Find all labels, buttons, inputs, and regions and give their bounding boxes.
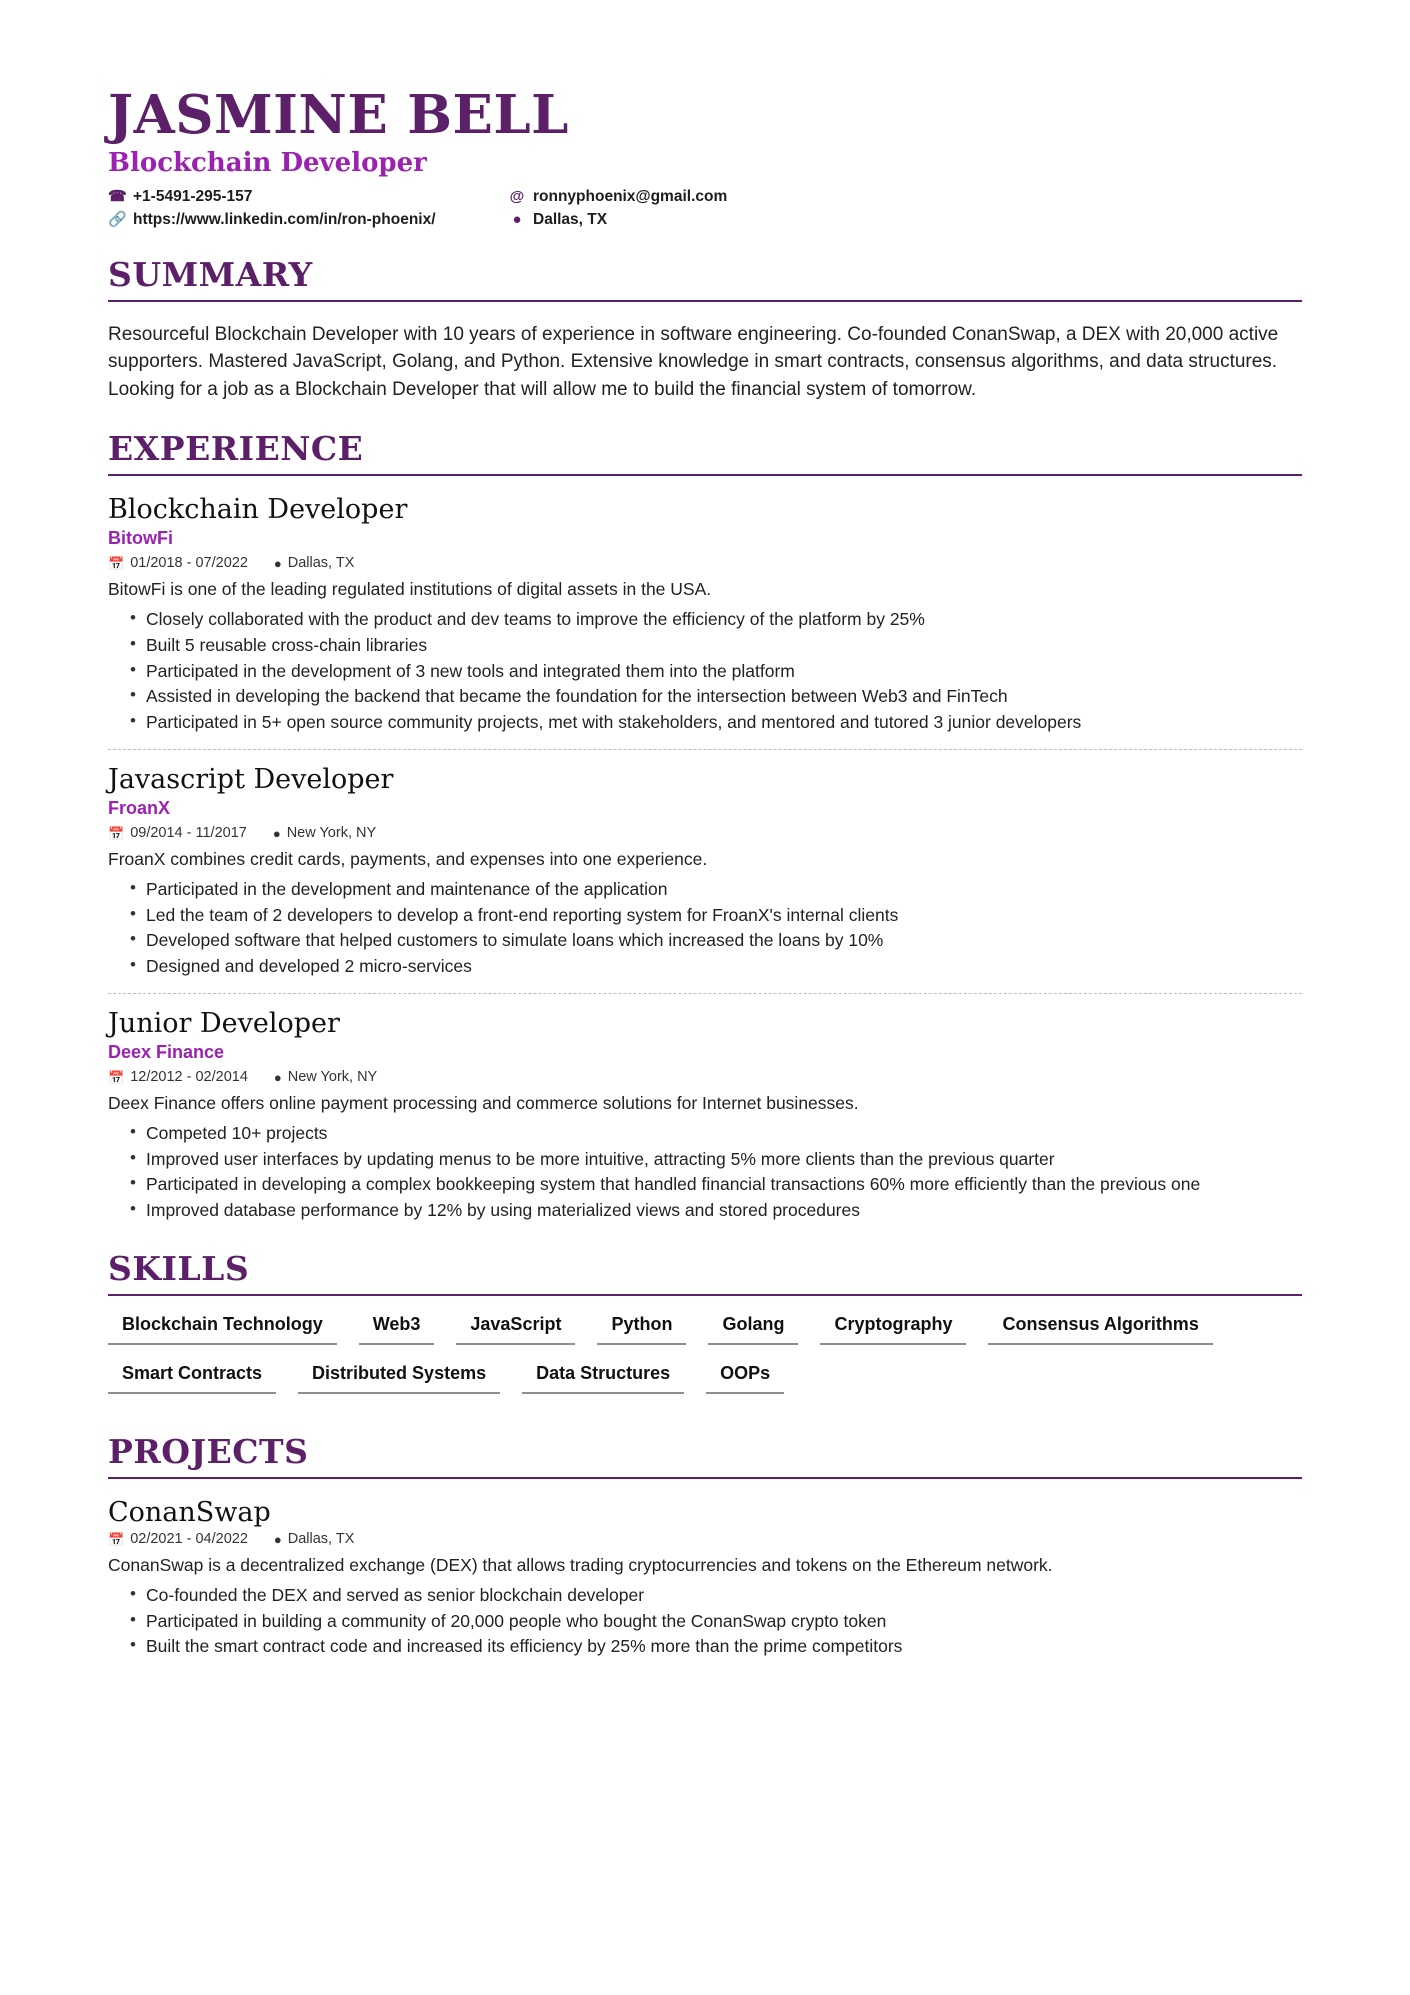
experience-dates [108, 555, 248, 571]
project-location-value: Dallas, TX [287, 1531, 355, 1548]
contact-linkedin-value: https://www.linkedin.com/in/ron-phoenix/ [133, 210, 436, 228]
list-item: • Participated in the development and maintenance of the application [130, 877, 1302, 902]
experience-location [274, 1069, 377, 1085]
experience-location-value: New York, NY [286, 825, 377, 842]
location-pin-icon: ● [273, 555, 282, 571]
skills-list [108, 1308, 1302, 1406]
contact-location-value: Dallas, TX [533, 210, 608, 228]
email-icon: @ [509, 188, 525, 206]
project-description: ConanSwap is a decentralized exchange (DEX) that allows trading cryptocurrencies and tokens on the Ethereum network. [108, 1555, 1053, 1576]
skill-chip: Data Structures [522, 1357, 684, 1394]
contact-email[interactable] [508, 188, 727, 206]
experience-role: Blockchain Developer [108, 494, 408, 526]
experience-bullets [108, 1121, 1302, 1223]
experience-description: BitowFi is one of the leading regulated institutions of digital assets in the USA. [108, 579, 712, 600]
experience-dates-value: 01/2018 - 07/2022 [130, 555, 248, 572]
experience-entry [108, 488, 1302, 735]
location-pin-icon: ● [273, 1531, 282, 1547]
location-pin-icon: ● [272, 825, 281, 841]
resume-header [108, 84, 1302, 229]
list-item: • Competed 10+ projects [130, 1121, 1302, 1146]
section-title-summary: SUMMARY [108, 254, 313, 294]
calendar-icon: 📅 [108, 1069, 125, 1085]
experience-dates [108, 1069, 248, 1085]
experience-role: Javascript Developer [108, 764, 394, 796]
location-pin-icon: ● [512, 211, 522, 229]
candidate-name: JASMINE BELL [108, 84, 569, 146]
list-item: • Developed software that helped customers to simulate loans which increased the loans by 10% [130, 928, 1302, 953]
experience-location-value: New York, NY [287, 1069, 378, 1086]
list-item: • Closely collaborated with the product and dev teams to improve the efficiency of the platform by 25% [130, 607, 1302, 632]
experience-company: BitowFi [108, 528, 173, 549]
experience-description: Deex Finance offers online payment processing and commerce solutions for Internet businesses. [108, 1093, 859, 1114]
calendar-icon: 📅 [108, 1531, 125, 1547]
project-name: ConanSwap [108, 1497, 271, 1529]
project-location [274, 1531, 354, 1547]
list-item: • Participated in 5+ open source community projects, met with stakeholders, and mentored and tutored 3 junior developers [130, 710, 1302, 735]
list-item: • Participated in building a community of 20,000 people who bought the ConanSwap crypto token [130, 1609, 1302, 1634]
summary-text: Resourceful Blockchain Developer with 10 years of experience in software engineering. Co-founded ConanSwap, a DEX with 20,000 active supporters. Mastered JavaScript, Golang, and Python. Extensive knowledge in smart contracts, consensus algorithms, and data structures. Looking for a job as a Blockchain Developer that will allow me to build the financial system of tomorrow. [108, 323, 1279, 400]
contact-linkedin[interactable] [108, 211, 508, 229]
contact-phone-value: +1-5491-295-157 [133, 187, 253, 205]
list-item: • Led the team of 2 developers to develop a front-end reporting system for FroanX's internal clients [130, 903, 1302, 928]
list-item: • Built the smart contract code and increased its efficiency by 25% more than the prime competitors [130, 1634, 1302, 1659]
list-item: • Co-founded the DEX and served as senior blockchain developer [130, 1583, 1302, 1608]
section-title-skills: SKILLS [108, 1249, 250, 1289]
candidate-job-title: Blockchain Developer [108, 147, 427, 178]
contact-row-1 [108, 188, 1302, 206]
project-dates [108, 1531, 248, 1547]
experience-location [273, 825, 376, 841]
skill-chip: Blockchain Technology [108, 1308, 337, 1345]
skill-chip: OOPs [706, 1357, 784, 1394]
experience-dates [108, 825, 247, 841]
list-item: • Participated in the development of 3 new tools and integrated them into the platform [130, 659, 1302, 684]
experience-location-value: Dallas, TX [287, 555, 355, 572]
experience-company: Deex Finance [108, 1042, 225, 1063]
skill-chip: JavaScript [456, 1308, 575, 1345]
project-dates-value: 02/2021 - 04/2022 [130, 1531, 248, 1548]
skill-chip: Smart Contracts [108, 1357, 276, 1394]
project-entry [108, 1491, 1302, 1659]
contact-location [508, 211, 607, 229]
link-icon: 🔗 [108, 211, 127, 229]
skill-chip: Distributed Systems [298, 1357, 500, 1394]
skill-chip: Python [597, 1308, 686, 1345]
experience-dates-value: 09/2014 - 11/2017 [130, 825, 247, 842]
list-item: • Designed and developed 2 micro-services [130, 954, 1302, 979]
section-skills [108, 1249, 1302, 1406]
section-summary [108, 255, 1302, 404]
calendar-icon: 📅 [108, 825, 125, 841]
experience-bullets [108, 607, 1302, 735]
experience-description: FroanX combines credit cards, payments, and expenses into one experience. [108, 849, 708, 870]
section-divider [108, 1294, 1302, 1296]
project-meta [108, 1531, 1302, 1547]
experience-meta [108, 1069, 1302, 1085]
section-title-experience: EXPERIENCE [108, 429, 364, 469]
project-bullets [108, 1583, 1302, 1660]
skill-chip: Web3 [359, 1308, 435, 1345]
section-experience [108, 429, 1302, 1223]
experience-company: FroanX [108, 798, 171, 819]
skill-chip: Golang [708, 1308, 798, 1345]
contact-info [108, 188, 1302, 229]
section-divider [108, 1477, 1302, 1479]
section-projects [108, 1432, 1302, 1659]
skill-chip: Cryptography [820, 1308, 966, 1345]
list-item: • Built 5 reusable cross-chain libraries [130, 633, 1302, 658]
experience-location [274, 555, 354, 571]
experience-entry [108, 749, 1302, 979]
contact-phone [108, 188, 508, 206]
experience-role: Junior Developer [108, 1008, 340, 1040]
section-title-projects: PROJECTS [108, 1432, 309, 1472]
experience-entry [108, 993, 1302, 1223]
calendar-icon: 📅 [108, 555, 125, 571]
phone-icon: ☎ [108, 188, 127, 206]
list-item: • Improved user interfaces by updating menus to be more intuitive, attracting 5% more clients than the previous quarter [130, 1147, 1302, 1172]
list-item: • Improved database performance by 12% by using materialized views and stored procedures [130, 1198, 1302, 1223]
experience-meta [108, 555, 1302, 571]
contact-row-2 [108, 211, 1302, 229]
location-pin-icon: ● [273, 1069, 282, 1085]
experience-bullets [108, 877, 1302, 979]
experience-dates-value: 12/2012 - 02/2014 [130, 1069, 248, 1086]
list-item: • Participated in developing a complex bookkeeping system that handled financial transactions 60% more efficiently than the previous one [130, 1172, 1302, 1197]
section-divider [108, 474, 1302, 476]
section-divider [108, 300, 1302, 302]
skill-chip: Consensus Algorithms [988, 1308, 1212, 1345]
experience-meta [108, 825, 1302, 841]
list-item: • Assisted in developing the backend that became the foundation for the intersection between Web3 and FinTech [130, 684, 1302, 709]
contact-email-value: ronnyphoenix@gmail.com [533, 187, 728, 205]
